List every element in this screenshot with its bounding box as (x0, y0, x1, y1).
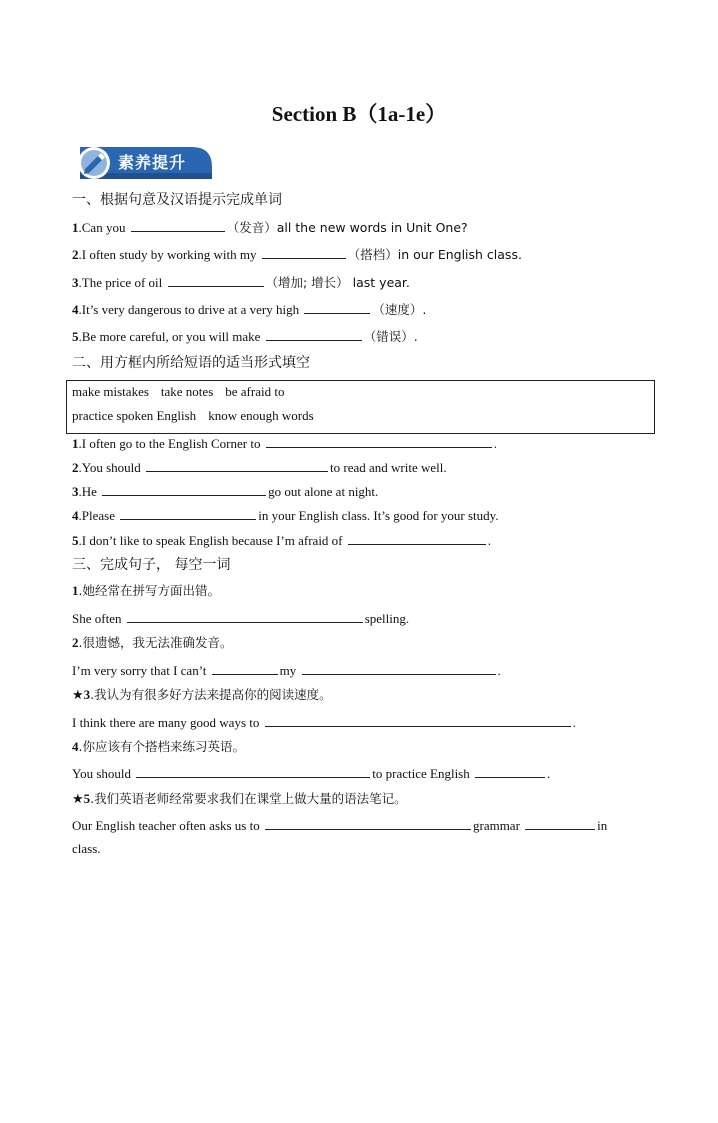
part1-item-4: 4.It’s very dangerous to drive at a very high （速度）. (72, 302, 427, 317)
phrase: make mistakes (72, 384, 149, 399)
part3-item-2-cn: 2.很遗憾，我无法准确发音。 (72, 635, 233, 650)
phrase-row-2 (72, 408, 326, 424)
phrase-row-1 (72, 384, 296, 400)
answer-blank[interactable] (348, 532, 486, 545)
part2-item-2: 2.You should to read and write well. (72, 460, 447, 475)
answer-blank[interactable] (102, 483, 266, 496)
answer-blank[interactable] (475, 765, 545, 778)
answer-blank[interactable] (131, 219, 225, 232)
part2-item-4: 4.Please in your English class. It’s good for your study. (72, 508, 499, 523)
part2-heading: 二、用方框内所给短语的适当形式填空 (72, 355, 310, 371)
answer-blank[interactable] (168, 274, 264, 287)
part3-heading: 三、完成句子， 每空一词 (72, 557, 231, 573)
answer-blank[interactable] (525, 817, 595, 830)
part3-item-3-cn: ★3.我认为有很多好方法来提高你的阅读速度。 (72, 687, 332, 702)
part3-item-3-en: I think there are many good ways to . (72, 715, 576, 730)
part1-item-2: 2.I often study by working with my （搭档）in our English class. (72, 247, 522, 262)
part2-item-1: 1.I often go to the English Corner to . (72, 436, 497, 451)
answer-blank[interactable] (262, 246, 346, 259)
part3-item-4-cn: 4.你应该有个搭档来练习英语。 (72, 739, 245, 754)
answer-blank[interactable] (265, 714, 571, 727)
answer-blank[interactable] (127, 610, 363, 623)
part1-heading: 一、根据句意及汉语提示完成单词 (72, 192, 282, 208)
part2-item-5: 5.I don’t like to speak English because I’m afraid of . (72, 533, 492, 548)
answer-blank[interactable] (136, 765, 370, 778)
phrase-box (66, 380, 655, 434)
answer-blank[interactable] (266, 435, 492, 448)
part1-item-1: 1.Can you （发音）all the new words in Unit One? (72, 220, 468, 235)
part2-item-3: 3.He go out alone at night. (72, 484, 379, 499)
answer-blank[interactable] (212, 662, 278, 675)
phrase: be afraid to (225, 384, 285, 399)
part3-item-5-en-cont: class. (72, 841, 101, 856)
part1-item-3: 3.The price of oil （增加; 增长） last year. (72, 275, 410, 290)
page-title: Section B（1a-1e） (271, 102, 447, 126)
answer-blank[interactable] (146, 459, 328, 472)
part3-item-1-en: She often spelling. (72, 611, 410, 626)
phrase: know enough words (208, 408, 314, 423)
part3-item-2-en: I’m very sorry that I can’t my . (72, 663, 501, 678)
part3-item-4-en: You should to practice English . (72, 766, 551, 781)
phrase: practice spoken English (72, 408, 197, 423)
part1-item-5: 5.Be more careful, or you will make （错误）. (72, 329, 418, 344)
part3-item-5-en: Our English teacher often asks us to grammar in (72, 818, 608, 833)
part3-item-1-cn: 1.她经常在拼写方面出错。 (72, 583, 220, 598)
answer-blank[interactable] (265, 817, 471, 830)
phrase: take notes (160, 384, 214, 399)
answer-blank[interactable] (120, 507, 256, 520)
answer-blank[interactable] (302, 662, 496, 675)
answer-blank[interactable] (266, 328, 362, 341)
answer-blank[interactable] (304, 301, 370, 314)
badge-label: 素养提升 (118, 153, 187, 172)
part3-item-5-cn: ★5.我们英语老师经常要求我们在课堂上做大量的语法笔记。 (72, 791, 407, 806)
